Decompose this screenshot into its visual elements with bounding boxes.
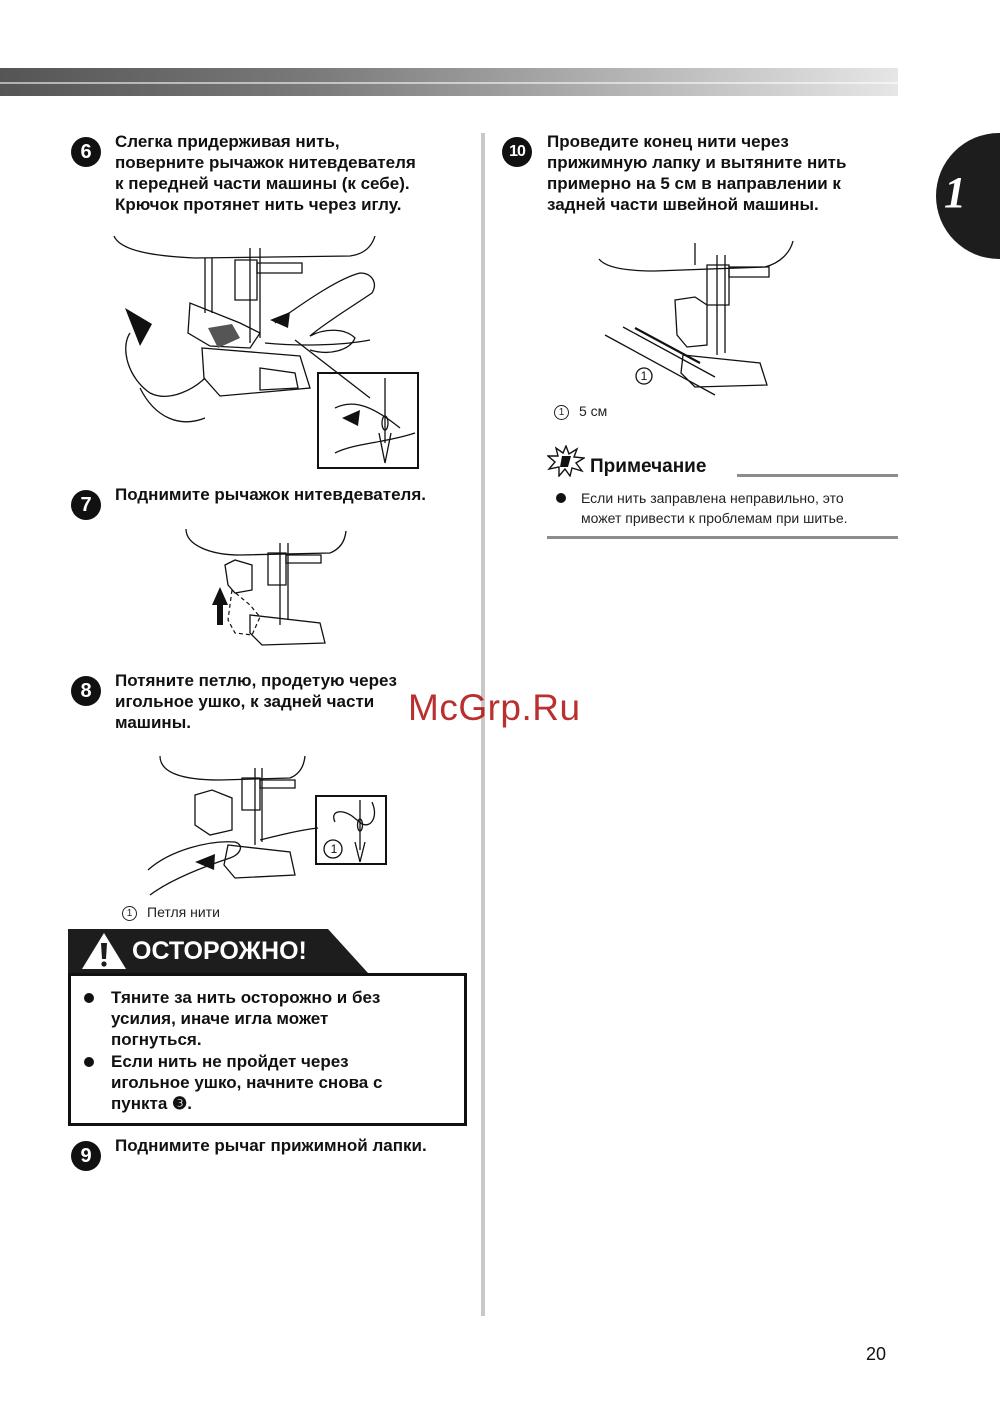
warning-triangle-icon <box>80 931 128 971</box>
caption-text: 5 см <box>579 403 608 419</box>
step-7-badge: 7 <box>71 490 101 520</box>
note-item-1: Если нить заправлена неправильно, это может привести к проблемам при шитье. <box>581 490 848 526</box>
page-number: 20 <box>866 1344 887 1364</box>
step-8-text: Потяните петлю, продетую через игольное ушко, к задней части машины. <box>115 671 397 732</box>
caution-bullet <box>84 993 94 1003</box>
caption-text: Петля нити <box>147 904 220 920</box>
note-bullet <box>556 493 566 503</box>
caption-number: 1 <box>122 906 137 921</box>
caution-item-1: Тяните за нить осторожно и без усилия, иначе игла может погнуться. <box>111 988 381 1049</box>
watermark: McGrp.Ru <box>408 687 581 728</box>
step-8-caption <box>122 903 220 921</box>
caution-bullet <box>84 1057 94 1067</box>
step-8-illustration <box>140 750 390 900</box>
step-9-text: Поднимите рычаг прижимной лапки. <box>115 1136 427 1155</box>
step-10-text: Проведите конец нити через прижимную лапку и вытяните нить примерно на 5 см в направлении к задней части швейной машины. <box>547 132 847 214</box>
header-gradient-bar <box>0 68 898 96</box>
step-9-badge: 9 <box>71 1141 101 1171</box>
chapter-number: 1 <box>944 168 966 217</box>
caption-number: 1 <box>554 405 569 420</box>
step-7-illustration <box>180 525 350 650</box>
step-10-illustration <box>595 235 805 400</box>
step-10-figure-callout: 1 <box>640 369 648 383</box>
step-8-badge: 8 <box>71 676 101 706</box>
step-8-figure-callout: 1 <box>330 842 338 856</box>
note-title-rule <box>737 474 898 477</box>
caution-title: ОСТОРОЖНО! <box>132 937 307 965</box>
note-bottom-rule <box>547 536 898 539</box>
step-10-caption <box>554 402 607 420</box>
step-6-badge: 6 <box>71 137 101 167</box>
caution-item-2: Если нить не пройдет через игольное ушко, начните снова с пункта ❸. <box>111 1052 383 1113</box>
step-6-text: Слегка придерживая нить, поверните рычажок нитевдевателя к передней части машины (к себе). Крючок протянет нить через иглу. <box>115 132 416 214</box>
step-7-text: Поднимите рычажок нитевдевателя. <box>115 485 426 504</box>
step-6-illustration <box>110 228 425 473</box>
note-title: Примечание <box>590 456 707 477</box>
step-10-badge: 10 <box>502 137 532 167</box>
note-starburst-icon <box>547 445 585 477</box>
